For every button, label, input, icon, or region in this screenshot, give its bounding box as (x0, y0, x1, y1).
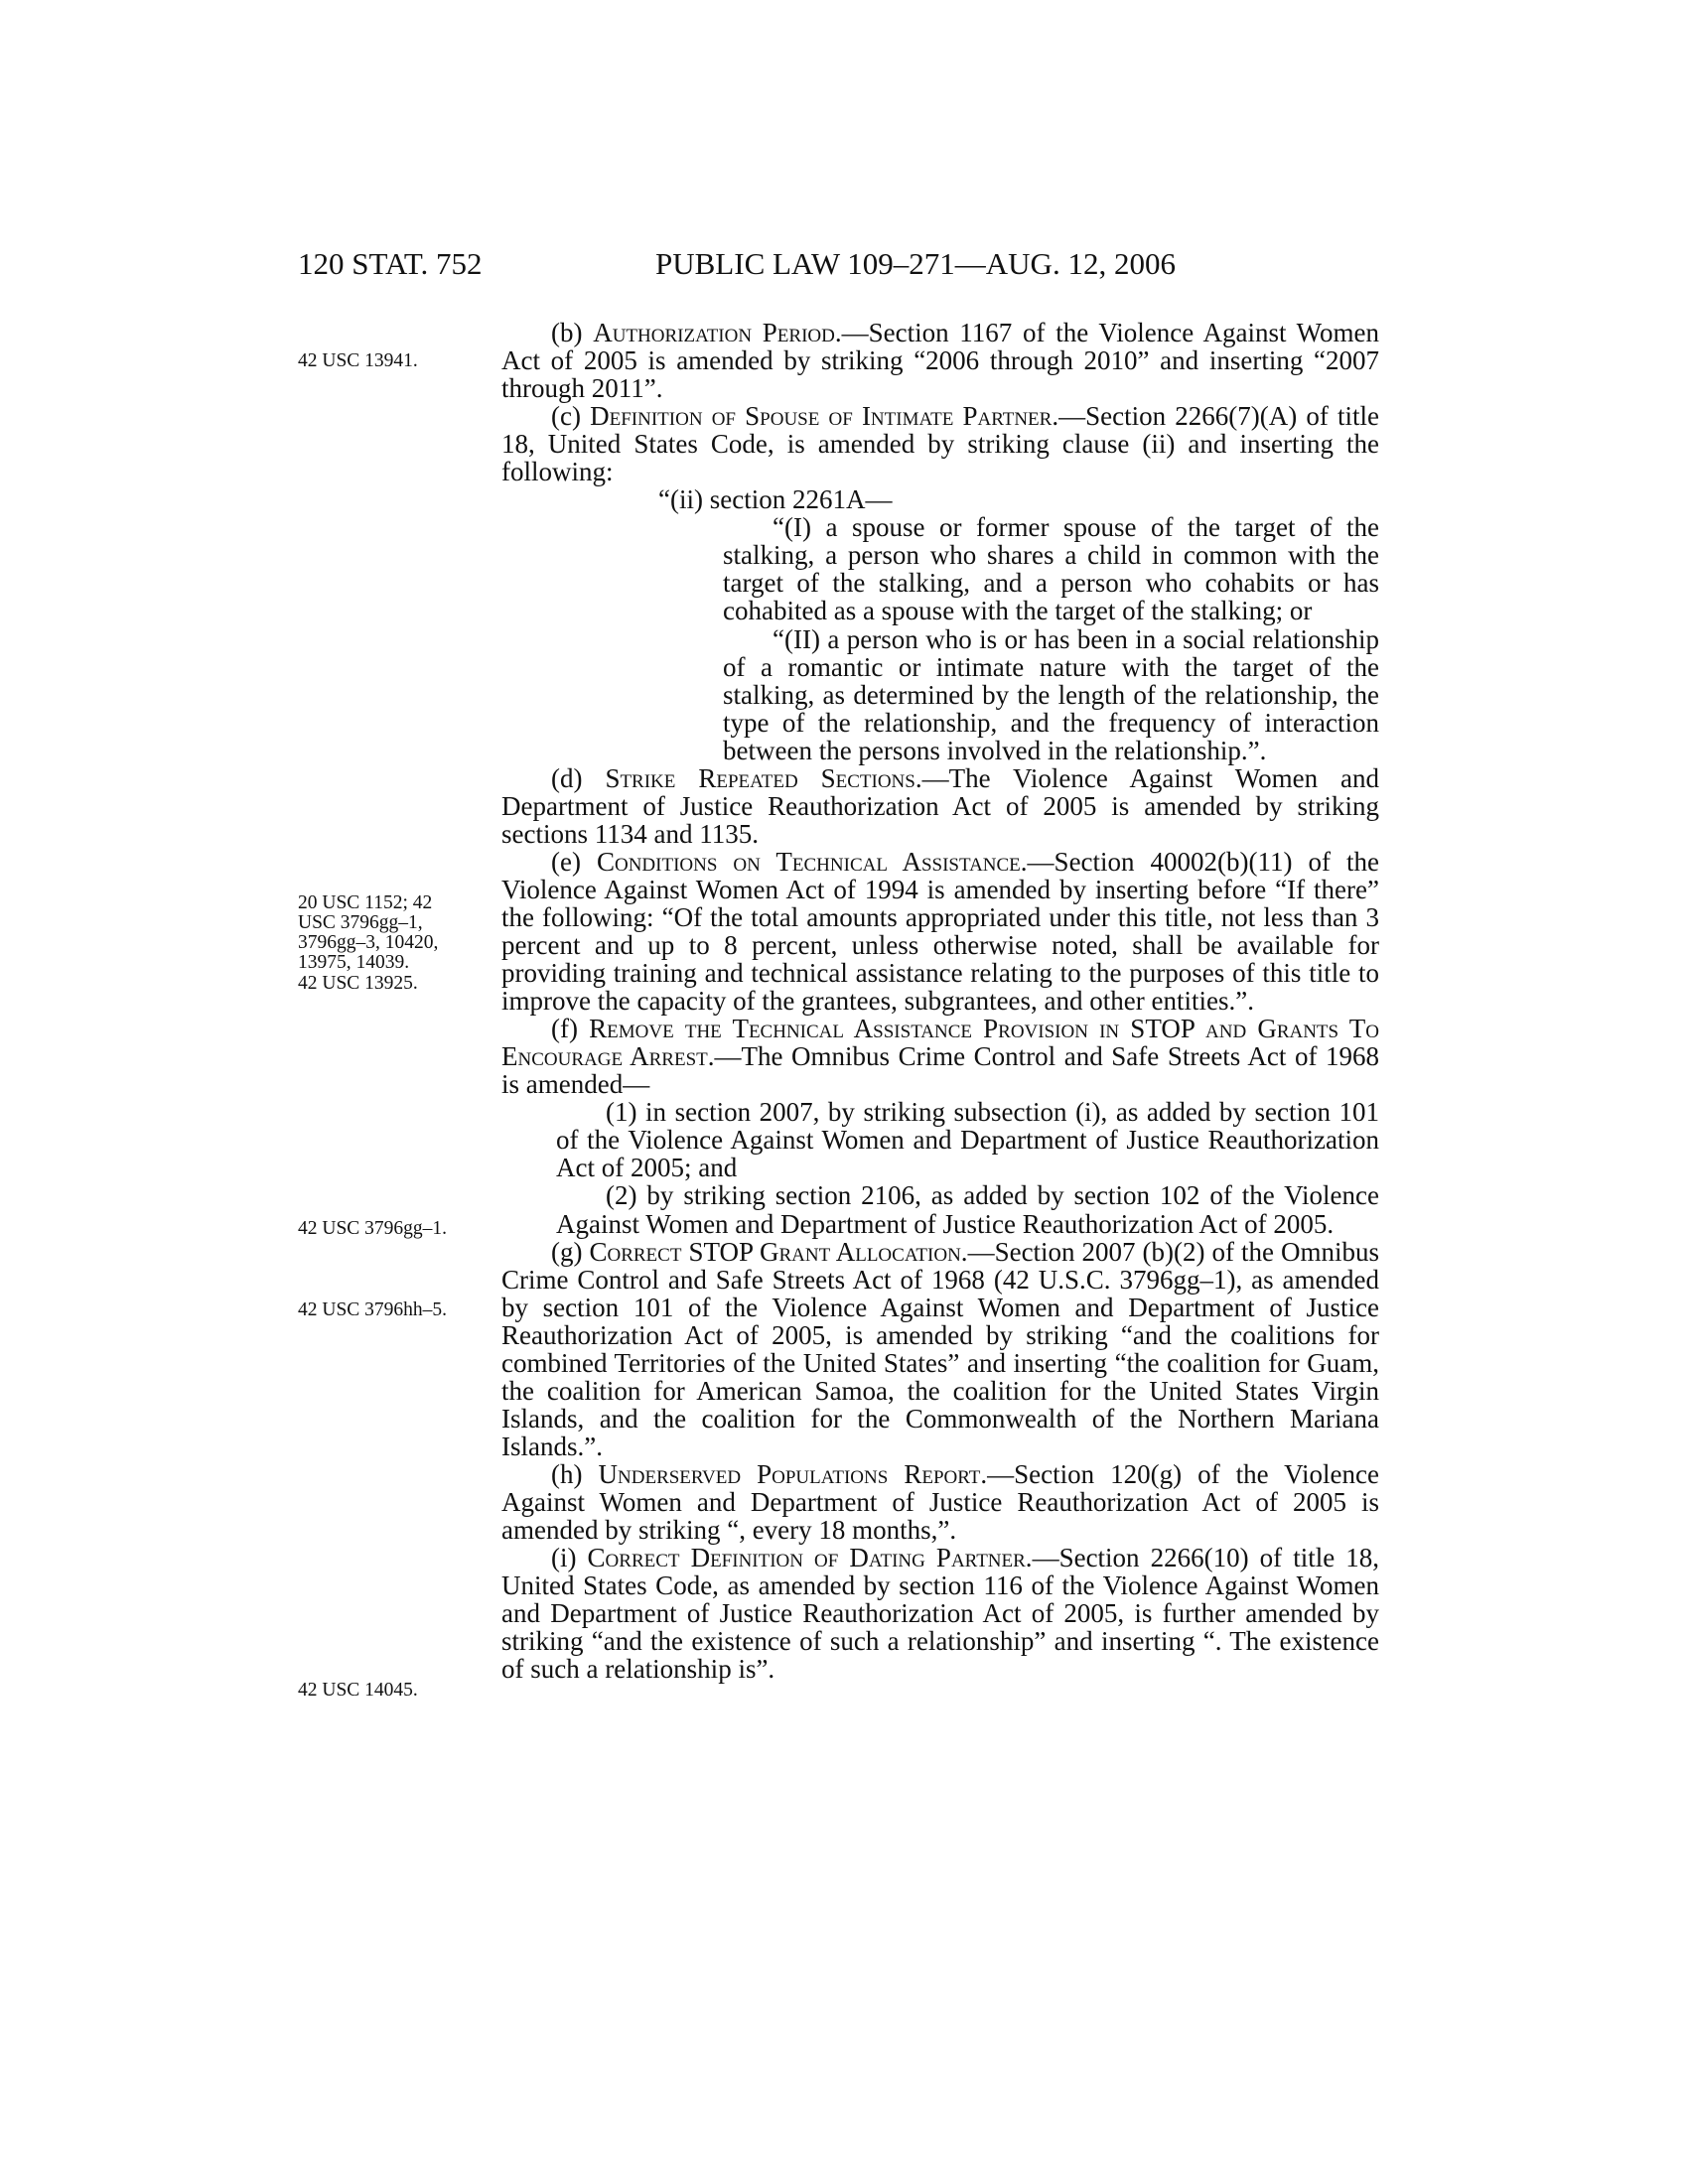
page-stat-citation: 120 STAT. 752 (298, 246, 483, 281)
subsection-b (501, 319, 1379, 402)
subsection-i (501, 1544, 1379, 1683)
subsection-f (501, 1015, 1379, 1098)
subsection-d (501, 764, 1379, 848)
subsection-heading: Authorization Period. (593, 318, 842, 347)
subsection-heading: Strike Repeated Sections. (605, 762, 922, 793)
subsection-heading: Definition of Spouse of Intimate Partner. (590, 401, 1059, 432)
subsection-text: —Section 2266(7)(A) of title 18, United States Code, is amended by striking clause (ii) and inserting the following: (501, 401, 1379, 487)
subsection-label: (e) (551, 846, 597, 877)
margin-note-usc: 42 USC 13925. (298, 973, 418, 994)
subsection-label: (g) (551, 1236, 590, 1267)
paragraph-f-1: (1) in section 2007, by striking subsection (i), as added by section 101 of the Violence Against Women and Department of Justice Reauthorization Act of 2005; and (556, 1097, 1379, 1183)
subsection-text: —The Violence Against Women and Department of Justice Reauthorization Act of 2005 is amended by striking sections 1134 and 1135. (501, 762, 1380, 849)
page-running-head: PUBLIC LAW 109–271—AUG. 12, 2006 (655, 246, 1176, 281)
subsection-label: (b) (551, 318, 594, 347)
margin-note-usc: 42 USC 14045. (298, 1680, 418, 1701)
subsection-label: (d) (551, 762, 606, 793)
subsection-heading: Correct STOP Grant Allocation. (589, 1236, 968, 1267)
clause-ii: “(ii) section 2261A— (658, 484, 893, 515)
subsection-label: (i) (551, 1543, 588, 1573)
subclause-II: “(II) a person who is or has been in a social relationship of a romantic or intimate nature with the target of the stalking, as determined by the length of the relationship, the type of the relationship, and the frequency of interaction between the persons involved in the relationship.”. (723, 623, 1379, 765)
subsection-g (501, 1238, 1379, 1460)
subsection-e (501, 848, 1379, 1015)
subsection-label: (c) (551, 401, 591, 432)
subsection-label: (h) (551, 1458, 599, 1489)
subsection-label: (f) (551, 1014, 590, 1044)
margin-note-usc: 42 USC 13941. (298, 350, 418, 371)
statute-body (501, 319, 1379, 1683)
margin-note-usc: 20 USC 1152; 42 USC 3796gg–1, 3796gg–3, 10420, 13975, 14039. (298, 892, 439, 973)
subsection-text: —Section 120(g) of the Violence Against Women and Department of Justice Reauthorization Act of 2005 is amended by striking “, every 18 months,”. (501, 1458, 1380, 1546)
subsection-heading: Underserved Populations Report. (598, 1458, 988, 1489)
margin-note-usc: 42 USC 3796gg–1. (298, 1218, 448, 1239)
subsection-text: —Section 40002(b)(11) of the Violence Against Women Act of 1994 is amended by inserting before “If there” the following: “Of the total amounts appropriated under this title, not less than 3 percent and up to 8 percent, unless otherwise noted, shall be available for providing training and technical assistance relating to the purposes of this title to improve the capacity of the grantees, subgrantees, and other entities.”. (501, 846, 1379, 1017)
paragraph-f-2: (2) by striking section 2106, as added by section 102 of the Violence Against Women and Department of Justice Reauthorization Act of 2005. (556, 1180, 1379, 1239)
subsection-text: —Section 1167 of the Violence Against Women Act of 2005 is amended by striking “2006 through 2010” and inserting “2007 through 2011”. (501, 318, 1379, 404)
margin-note-usc: 42 USC 3796hh–5. (298, 1299, 448, 1320)
subsection-c (501, 402, 1379, 485)
subsection-heading: Conditions on Technical Assistance. (596, 846, 1028, 877)
subsection-text: —The Omnibus Crime Control and Safe Streets Act of 1968 is amended— (501, 1041, 1379, 1100)
subclause-I: “(I) a spouse or former spouse of the target of the stalking, a person who shares a child in common with the target of the stalking, and a person who cohabits or has cohabited as a spouse with the target of the stalking; or (723, 512, 1379, 626)
subsection-text: —Section 2266(10) of title 18, United States Code, as amended by section 116 of the Violence Against Women and Department of Justice Reauthorization Act of 2005, is further amended by striking “and the existence of such a relationship” and inserting “. The existence of such a relationship is”. (501, 1543, 1379, 1685)
subsection-h (501, 1460, 1379, 1544)
subsection-heading: Remove the Technical Assistance Provision in STOP and Grants To Encourage Arrest. (501, 1014, 1379, 1072)
subsection-text: —Section 2007 (b)(2) of the Omnibus Crime Control and Safe Streets Act of 1968 (42 U.S.C. 3796gg–1), as amended by section 101 of the Violence Against Women and Department of Justice Reauthorization Act of 2005, is amended by striking “and the coalitions for combined Territories of the United States” and inserting “the coalition for Guam, the coalition for American Samoa, the coalition for the United States Virgin Islands, and the coalition for the Commonwealth of the Northern Mariana Islands.”. (501, 1236, 1379, 1461)
subsection-heading: Correct Definition of Dating Partner. (587, 1543, 1033, 1573)
